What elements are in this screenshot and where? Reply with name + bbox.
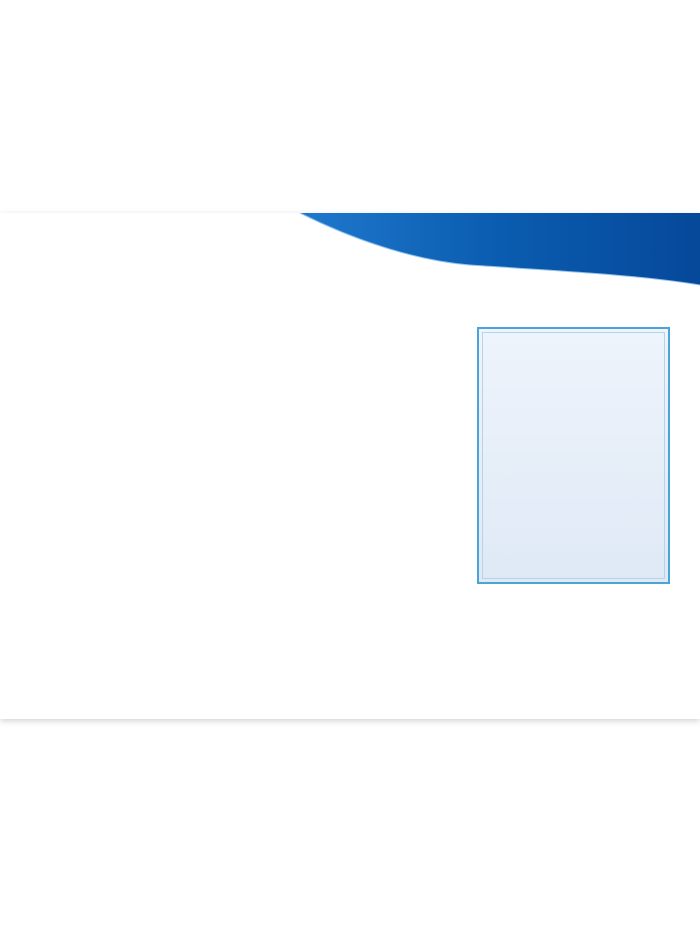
text-column-middle [261, 330, 460, 342]
text-column-left [46, 330, 245, 342]
sidebar-box [477, 327, 670, 584]
header-band [300, 213, 700, 285]
book-page [0, 213, 700, 719]
